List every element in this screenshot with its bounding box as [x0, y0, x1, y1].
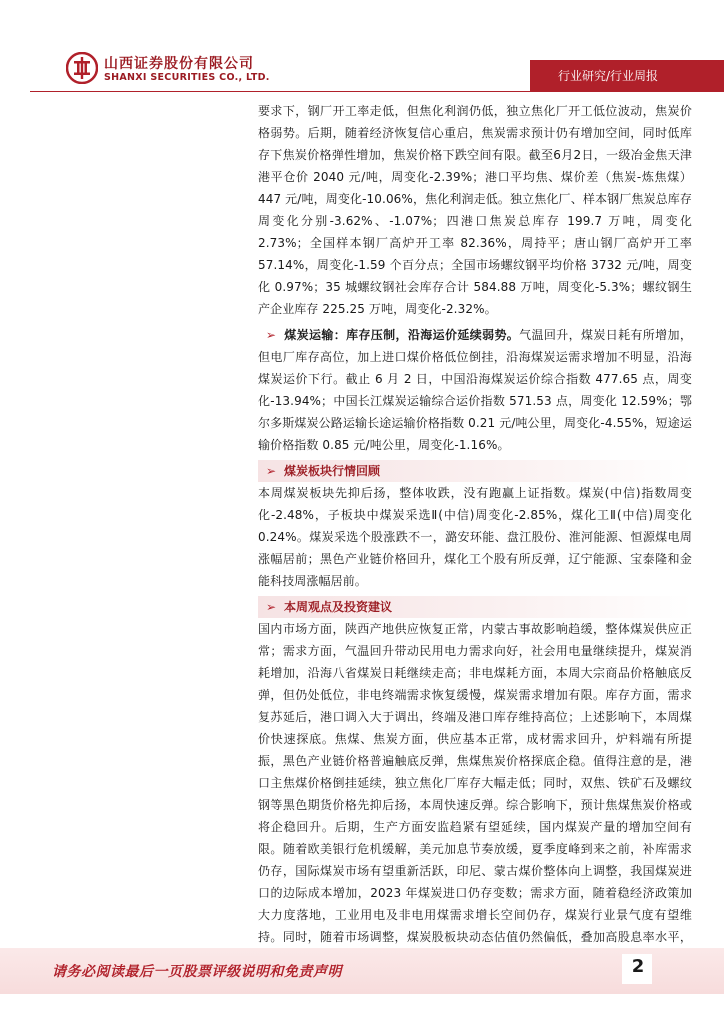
company-name-en: SHANXI SECURITIES CO., LTD.: [104, 72, 270, 83]
section-heading-market-review: [258, 460, 692, 482]
report-type-tag: 行业研究/行业周报: [530, 60, 724, 92]
company-logo-icon: [66, 52, 98, 84]
page-number: 2: [631, 956, 645, 977]
bullet-arrow-icon: ➢: [265, 600, 277, 614]
disclaimer-notice: 请务必阅读最后一页股票评级说明和免责声明: [52, 964, 342, 980]
bullet-arrow-icon: ➢: [265, 328, 277, 342]
coking-paragraph: 要求下，钢厂开工率走低，但焦化利润仍低，独立焦化厂开工低位波动，焦炭价格弱势。后期，随着经济恢复信心重启，焦炭需求预计仍有增加空间，同时低库存下焦炭价格弹性增加，焦炭价格下跌空间有限。截至6月2日，一级冶金焦天津港平仓价 2040 元/吨，周变化-2.39%；港口平均焦、煤价差（焦炭-炼焦煤）447 元/吨，周变化-10.06%，焦化利润走低。独立焦化厂、样本钢厂焦炭总库存周变化分别-3.62%、-1.07%；四港口焦炭总库存 199.7 万吨，周变化 2.73%；全国样本钢厂高炉开工率 82.36%，周持平；唐山钢厂高炉开工率 57.14%，周变化-1.59 个百分点；全国市场螺纹钢平均价格 3732 元/吨，周变化 0.97%；35 城螺纹钢社会库存合计 584.88 万吨，周变化-5.3%；螺纹钢生产企业库存 225.25 万吨，周变化-2.32%。: [258, 104, 692, 316]
bullet-arrow-icon: ➢: [265, 464, 277, 478]
section-heading-outlook: [258, 596, 692, 618]
section-title: 本周观点及投资建议: [284, 600, 393, 614]
market-review-paragraph: 本周煤炭板块先抑后扬，整体收跌，没有跑赢上证指数。煤炭(中信)指数周变化-2.48%，子板块中煤炭采选Ⅱ(中信)周变化-2.85%，煤化工Ⅱ(中信)周变化 0.24%。煤炭采选个股涨跌不一，潞安环能、盘江股份、淮河能源、恒源煤电周涨幅居前；黑色产业链价格回升，煤化工个股有所反弹，辽宁能源、宝泰隆和金能科技周涨幅居前。: [258, 486, 692, 588]
section-title: 煤炭板块行情回顾: [284, 464, 381, 478]
report-body: [258, 100, 692, 970]
coal-transport-paragraph: [258, 324, 692, 456]
outlook-paragraph: 国内市场方面，陕西产地供应恢复正常，内蒙古事故影响趋缓，整体煤炭供应正常；需求方面，气温回升带动民用电力需求向好，社会用电量继续提升，煤炭消耗增加，沿海八省煤炭日耗继续走高；非电煤耗方面，本周大宗商品价格触底反弹，但仍处低位，非电终端需求恢复缓慢，煤炭需求增加有限。库存方面，需求复苏延后，港口调入大于调出，终端及港口库存维持高位；上述影响下，本周煤价快速探底。焦煤、焦炭方面，供应基本正常，成材需求回升，炉料端有所提振，黑色产业链价格普遍触底反弹，焦煤焦炭价格探底企稳。值得注意的是，港口主焦煤价格倒挂延续，独立焦化厂库存大幅走低；同时，双焦、铁矿石及螺纹钢等黑色期货价格先抑后扬，本周快速反弹。综合影响下，预计焦煤焦炭价格或将企稳回升。后期，生产方面安监趋紧有望延续，国内煤炭产量的增加空间有限。随着欧美银行危机缓解，美元加息节奏放缓，夏季度峰到来之前，补库需求仍存，国际煤炭市场有望重新活跃，印尼、蒙古煤价整体向上调整，我国煤炭进口的边际成本增加，2023 年煤炭进口仍存变数；需求方面，随着稳经济政策加大力度落地，工业用电及非电用煤需求增长空间仍存，煤炭行业景气度有望维持。同时，随着市场调整，煤炭股板块动态估值仍然偏低，叠加高股息率水平，: [258, 622, 692, 944]
page-footer: [0, 948, 724, 994]
page-header: [0, 0, 724, 96]
coal-transport-lead: 煤炭运输：库存压制，沿海运价延续弱势。: [284, 328, 520, 342]
company-name-cn: 山西证券股份有限公司: [104, 56, 254, 72]
coal-transport-body: 气温回升，煤炭日耗有所增加，但电厂库存高位，加上进口煤价格低位倒挂，沿海煤炭运需求增加不明显，沿海煤炭运价下行。截止 6 月 2 日，中国沿海煤炭运价综合指数 477.65 点，周变化-13.94%；中国长江煤炭运输综合运价指数 571.53 点，周变化 12.59%；鄂尔多斯煤炭公路运输长途运输价格指数 0.21 元/吨公里，周变化-4.55%，短途运输价格指数 0.85 元/吨公里，周变化-1.16%。: [258, 328, 692, 452]
header-divider: [30, 91, 530, 92]
